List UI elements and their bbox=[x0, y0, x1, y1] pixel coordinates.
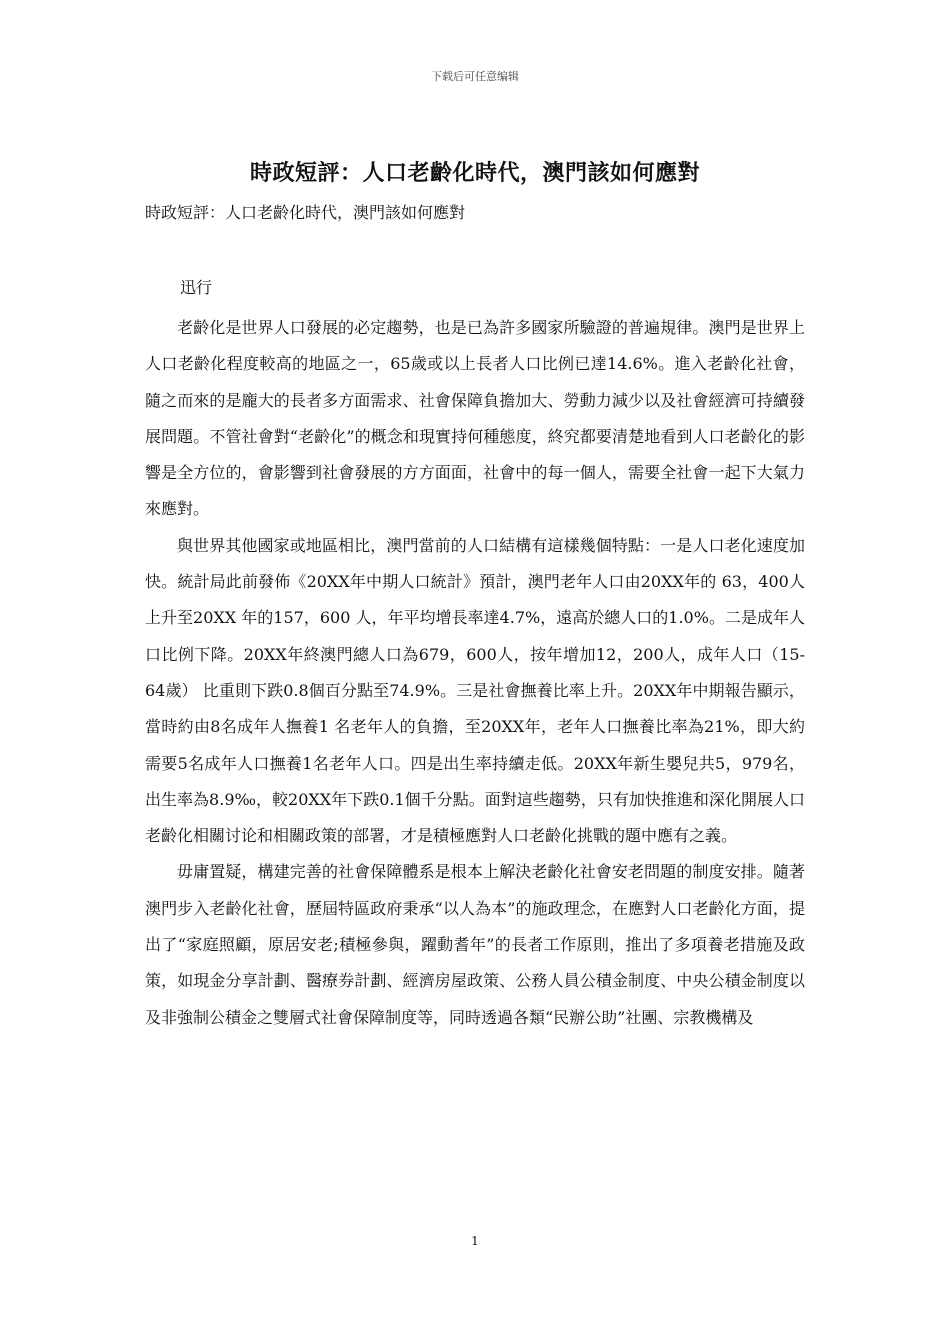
paragraph-1: 老齡化是世界人口發展的必定趨勢，也是已為許多國家所驗證的普遍規律。澳門是世界上人口老齡化程度較高的地區之一，65歲或以上長者人口比例已達14.6%。進入老齡化社會，隨之而來的是龐大的長者多方面需求、社會保障負擔加大、勞動力減少以及社會經濟可持續發展問題。不管社會對“老齡化”的概念和現實持何種態度，終究都要清楚地看到人口老齡化的影響是全方位的，會影響到社會發展的方方面面，社會中的每一個人，需要全社會一起下大氣力來應對。 bbox=[145, 318, 805, 519]
paragraph-3: 毋庸置疑，構建完善的社會保障體系是根本上解決老齡化社會安老問題的制度安排。隨著澳門步入老齡化社會，歷屆特區政府秉承“以人為本”的施政理念，在應對人口老齡化方面，提出了“家庭照顧，原居安老;積極參與，躍動耆年”的長者工作原則，推出了多項養老措施及政策，如現金分享計劃、醫療券計劃、經濟房屋政策、公務人員公積金制度、中央公積金制度以及非強制公積金之雙層式社會保障制度等，同時透過各類“民辦公助”社團、宗教機構及 bbox=[145, 862, 805, 1027]
author-name: 迅行 bbox=[180, 278, 213, 297]
document-title: 時政短評：人口老齡化時代，澳門該如何應對 bbox=[249, 160, 700, 186]
document-subtitle: 時政短評：人口老齡化時代，澳門該如何應對 bbox=[145, 203, 466, 222]
header-note: 下载后可任意编辑 bbox=[431, 70, 519, 83]
body-text bbox=[145, 310, 805, 1036]
paragraph-2: 與世界其他國家或地區相比，澳門當前的人口結構有這樣幾個特點：一是人口老化速度加快。統計局此前發佈《20XX年中期人口統計》預計，澳門老年人口由20XX年的 63，400人上升至20XX 年的157，600 人，年平均增長率達4.7%，遠高於總人口的1.0%。二是成年人口比例下降。20XX年終澳門總人口為679，600人，按年增加12，200人，成年人口（15-64歲） 比重則下跌0.8個百分點至74.9%。三是社會撫養比率上升。20XX年中期報告顯示，當時約由8名成年人撫養1 名老年人的負擔，至20XX年，老年人口撫養比率為21%，即大約需要5名成年人口撫養1名老年人口。四是出生率持續走低。20XX年新生嬰兒共5，979名，出生率為8.9‰，較20XX年下跌0.1個千分點。面對這些趨勢，只有加快推進和深化開展人口老齡化相關讨论和相關政策的部署，才是積極應對人口老齡化挑戰的題中應有之義。 bbox=[145, 535, 805, 846]
page-number: 1 bbox=[471, 1234, 479, 1248]
